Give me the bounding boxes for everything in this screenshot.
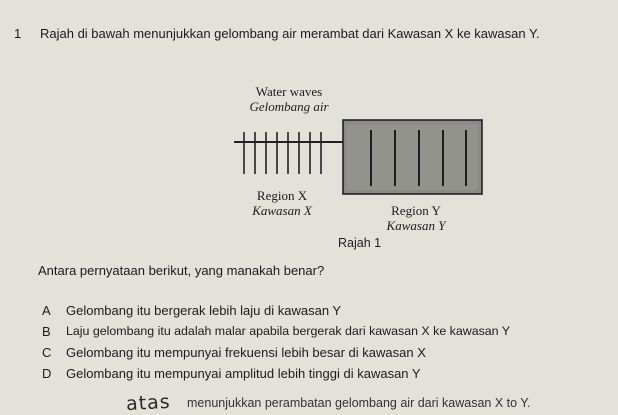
option-c-text[interactable]: Gelombang itu mempunyai frekuensi lebih besar di kawasan X: [66, 345, 426, 360]
region-y-label-ms: Kawasan Y: [386, 218, 446, 233]
region-x-label-en: Region X: [256, 188, 308, 203]
handwritten-note: atas: [125, 390, 172, 415]
diagram-title-en: Water waves: [255, 84, 323, 99]
option-c-letter[interactable]: C: [42, 345, 52, 360]
question-number: 1: [14, 26, 22, 41]
next-question-text: menunjukkan perambatan gelombang air dari kawasan X to Y.: [187, 396, 531, 410]
question-prompt: Antara pernyataan berikut, yang manakah benar?: [38, 263, 325, 278]
option-a-text[interactable]: Gelombang itu bergerak lebih laju di kawasan Y: [66, 303, 342, 318]
option-b-text[interactable]: Laju gelombang itu adalah malar apabila bergerak dari kawasan X ke kawasan Y: [66, 324, 511, 338]
region-x-wavefronts: [244, 132, 321, 174]
diagram-title-ms: Gelombang air: [249, 99, 329, 114]
option-d-letter[interactable]: D: [42, 366, 52, 381]
wave-diagram: [228, 118, 490, 198]
option-d-text[interactable]: Gelombang itu mempunyai amplitud lebih tinggi di kawasan Y: [66, 366, 421, 381]
option-a-letter[interactable]: A: [42, 303, 51, 318]
option-b-letter[interactable]: B: [42, 324, 51, 339]
region-y-label-en: Region Y: [391, 203, 441, 218]
question-text: Rajah di bawah menunjukkan gelombang air merambat dari Kawasan X ke kawasan Y.: [40, 26, 540, 41]
region-x-label-ms: Kawasan X: [252, 203, 312, 218]
figure-caption: Rajah 1: [338, 236, 382, 250]
